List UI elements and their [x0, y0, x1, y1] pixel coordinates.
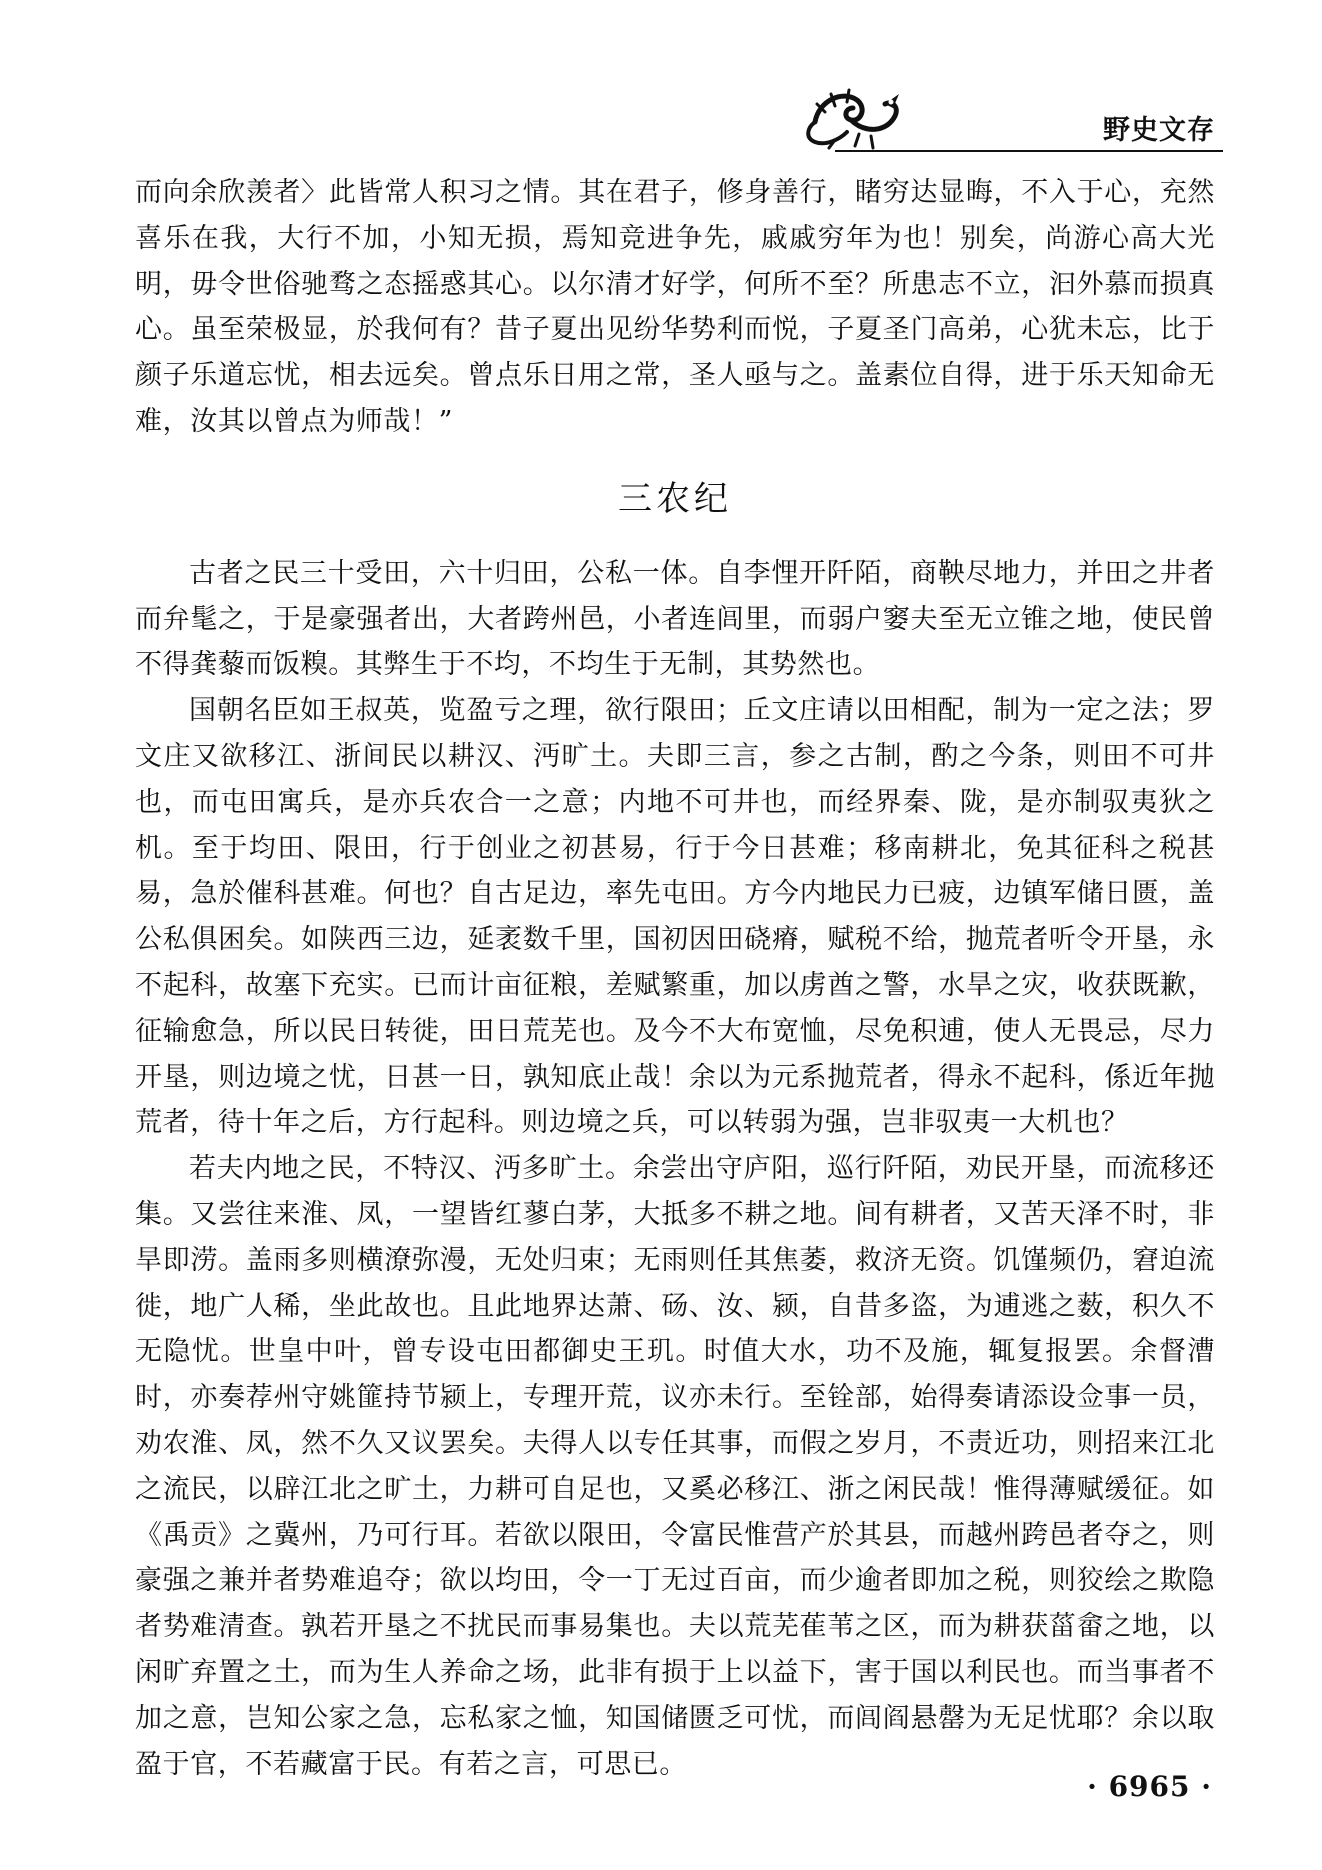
- body-paragraph-2: 国朝名臣如王叔英，览盈亏之理，欲行限田；丘文庄请以田相配，制为一定之法；罗文庄又欲移江、浙间民以耕汉、沔旷土。夫即三言，参之古制，酌之今条，则田不可井也，而屯田寓兵，是亦兵农合一之意；内地不可井也，而经界秦、陇，是亦制驭夷狄之机。至于均田、限田，行于创业之初甚易，行于今日甚难；移南耕北，免其征科之税甚易，急於催科甚难。何也？自古足边，率先屯田。方今内地民力已疲，边镇军储日匮，盖公私俱困矣。如陕西三边，延袤数千里，国初因田硗瘠，赋税不给，抛荒者听令开垦，永不起科，故塞下充实。已而计亩征粮，差赋繁重，加以虏酋之警，水旱之灾，收获既歉，征输愈急，所以民日转徙，田日荒芜也。及今不大布宽恤，尽免积逋，使人无畏忌，尽力开垦，则边境之忧，日甚一日，孰知底止哉！余以为元系抛荒者，得永不起科，係近年抛荒者，待十年之后，方行起科。则边境之兵，可以转弱为强，岂非驭夷一大机也？: [135, 695, 1215, 1139]
- page-header: [135, 72, 1215, 152]
- dragon-emblem-icon: [795, 82, 915, 150]
- header-rule: [835, 150, 1223, 152]
- continued-paragraph: 而向余欣羡者〉此皆常人积习之情。其在君子，修身善行，睹穷达显晦，不入于心，充然喜乐在我，大行不加，小知无损，焉知竞进争先，戚戚穷年为也！别矣，尚游心高大光明，毋令世俗驰骛之态摇惑其心。以尔清才好学，何所不至？所患志不立，汩外慕而损真心。虽至荣极显，於我何有？昔子夏出见纷华势利而悦，子夏圣门高弟，心犹未忘，比于颜子乐道忘忧，相去远矣。曾点乐日用之常，圣人亟与之。盖素位自得，进于乐天知命无难，汝其以曾点为师哉！”: [135, 177, 1215, 437]
- body-paragraph-3: 若夫内地之民，不特汉、沔多旷土。余尝出守庐阳，巡行阡陌，劝民开垦，而流移还集。又尝往来淮、凤，一望皆红蓼白茅，大抵多不耕之地。间有耕者，又苦天泽不时，非旱即涝。盖雨多则横潦弥漫，无处归束；无雨则任其焦萎，救济无资。饥馑频仍，窘迫流徙，地广人稀，坐此故也。且此地界达萧、砀、汝、颍，自昔多盗，为逋逃之薮，积久不无隐忧。世皇中叶，曾专设屯田都御史王玑。时值大水，功不及施，辄复报罢。余督漕时，亦奏荐州守姚篚持节颍上，专理开荒，议亦未行。至铨部，始得奏请添设佥事一员，劝农淮、凤，然不久又议罢矣。夫得人以专任其事，而假之岁月，不责近功，则招来江北之流民，以辟江北之旷土，力耕可自足也，又奚必移江、浙之闲民哉！惟得薄赋缓征。如《禹贡》之冀州，乃可行耳。若欲以限田，令富民惟营产於其县，而越州跨邑者夺之，则豪强之兼并者势难追夺；欲以均田，令一丁无过百亩，而少逾者即加之税，则狡绘之欺隐者势难清查。孰若开垦之不扰民而事易集也。夫以荒芜萑苇之区，而为耕获菑畲之地，以闲旷弃置之土，而为生人养命之场，此非有损于上以益下，害于国以利民也。而当事者不加之意，岂知公家之急，忘私家之恤，知国储匮乏可忧，而闾阎悬罄为无足忧耶？余以取盈于官，不若藏富于民。有若之言，可思已。: [135, 1153, 1215, 1780]
- page-number: · 6965 ·: [1087, 1770, 1212, 1803]
- section-title: 三农纪: [618, 478, 732, 519]
- body-paragraph-1: 古者之民三十受田，六十归田，公私一体。自李悝开阡陌，商鞅尽地力，并田之井者而弁髦之，于是豪强者出，大者跨州邑，小者连闾里，而弱户窭夫至无立锥之地，使民曾不得龚藜而饭糗。其弊生于不均，不均生于无制，其势然也。: [135, 557, 1215, 681]
- page-body: [135, 170, 1215, 1787]
- series-title: 野史文存: [1103, 115, 1215, 146]
